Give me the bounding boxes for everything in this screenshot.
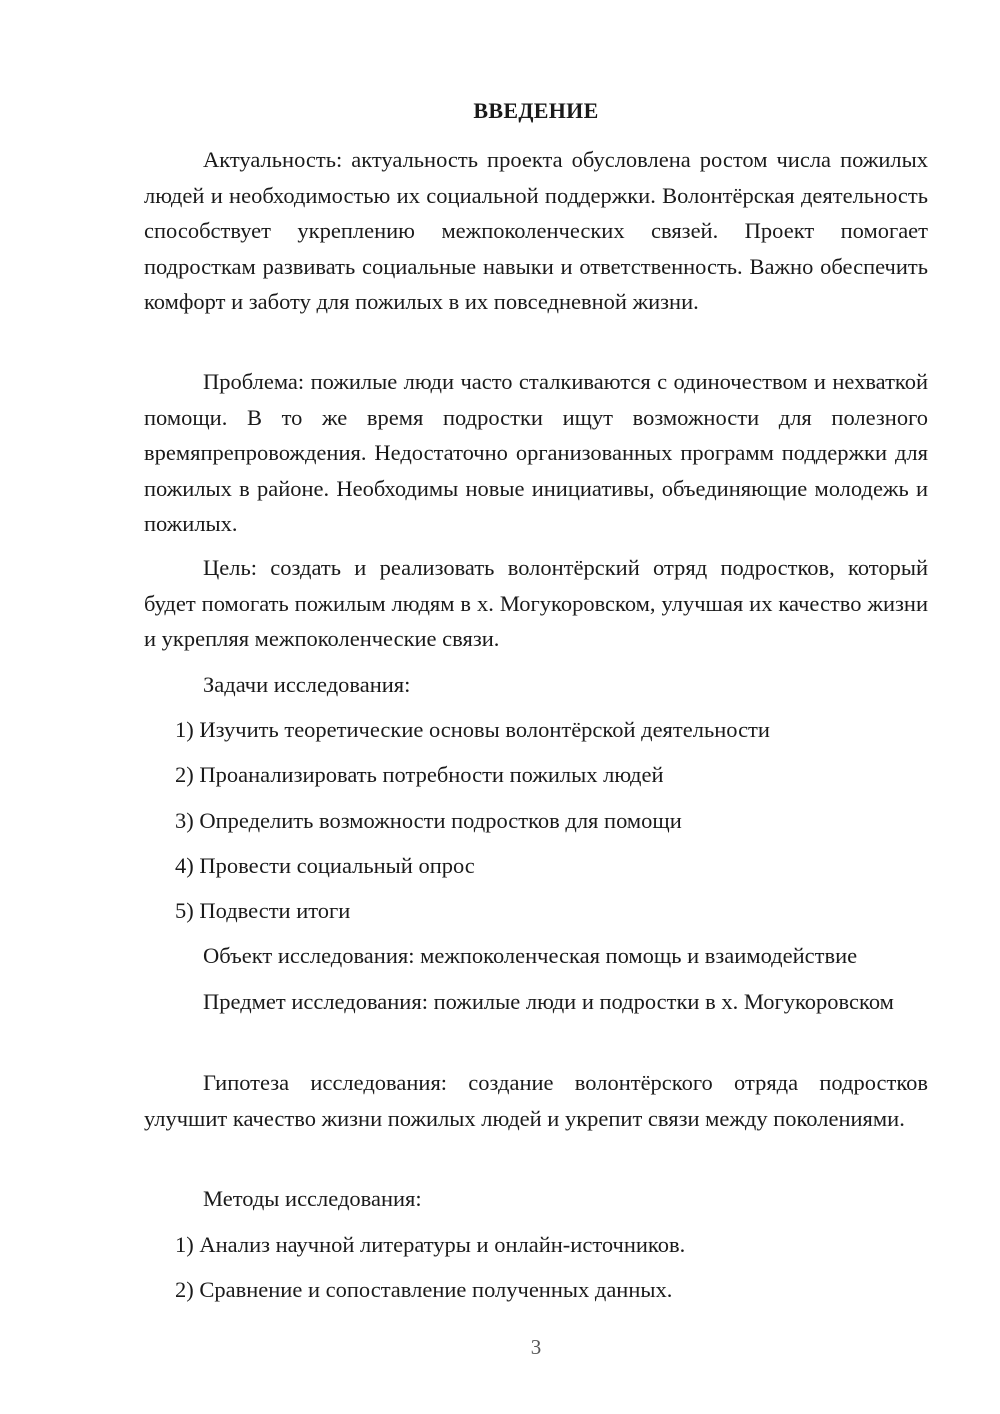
- actuality-paragraph: Актуальность: актуальность проекта обусловлена ростом числа пожилых людей и необходимостью их социальной поддержки. Волонтёрская деятельность способствует укреплению межпоколенческих связей. Проект помогает подросткам развивать социальные навыки и ответственность. Важно обеспечить комфорт и заботу для пожилых в их повседневной жизни.: [144, 147, 928, 314]
- goal-paragraph: Цель: создать и реализовать волонтёрский отряд подростков, который будет помогать пожилым людям в х. Могукоровском, улучшая их качество жизни и укрепляя межпоколенческие связи.: [144, 555, 928, 651]
- problem-paragraph: Проблема: пожилые люди часто сталкиваются с одиночеством и нехваткой помощи. В то же время подростки ищут возможности для полезного времяпрепровождения. Недостаточно организованных программ поддержки для пожилых в районе. Необходимы новые инициативы, объединяющие молодежь и пожилых.: [144, 369, 928, 536]
- task-item-3: 3) Определить возможности подростков для помощи: [175, 808, 682, 833]
- section-heading: ВВЕДЕНИЕ: [473, 98, 599, 123]
- task-item-1: 1) Изучить теоретические основы волонтёрской деятельности: [175, 717, 770, 742]
- task-item-2: 2) Проанализировать потребности пожилых людей: [175, 762, 664, 787]
- task-item-5: 5) Подвести итоги: [175, 898, 351, 923]
- research-object: Объект исследования: межпоколенческая помощь и взаимодействие: [203, 943, 858, 968]
- research-hypothesis: Гипотеза исследования: создание волонтёрского отряда подростков улучшит качество жизни пожилых людей и укрепит связи между поколениями.: [144, 1070, 928, 1131]
- task-item-4: 4) Провести социальный опрос: [175, 853, 475, 878]
- research-subject: Предмет исследования: пожилые люди и подростки в х. Могукоровском: [203, 989, 894, 1014]
- tasks-title: Задачи исследования:: [203, 672, 411, 697]
- methods-title: Методы исследования:: [203, 1186, 422, 1211]
- method-item-1: 1) Анализ научной литературы и онлайн-источников.: [175, 1232, 686, 1257]
- method-item-2: 2) Сравнение и сопоставление полученных данных.: [175, 1277, 673, 1302]
- page-number: 3: [530, 1335, 542, 1359]
